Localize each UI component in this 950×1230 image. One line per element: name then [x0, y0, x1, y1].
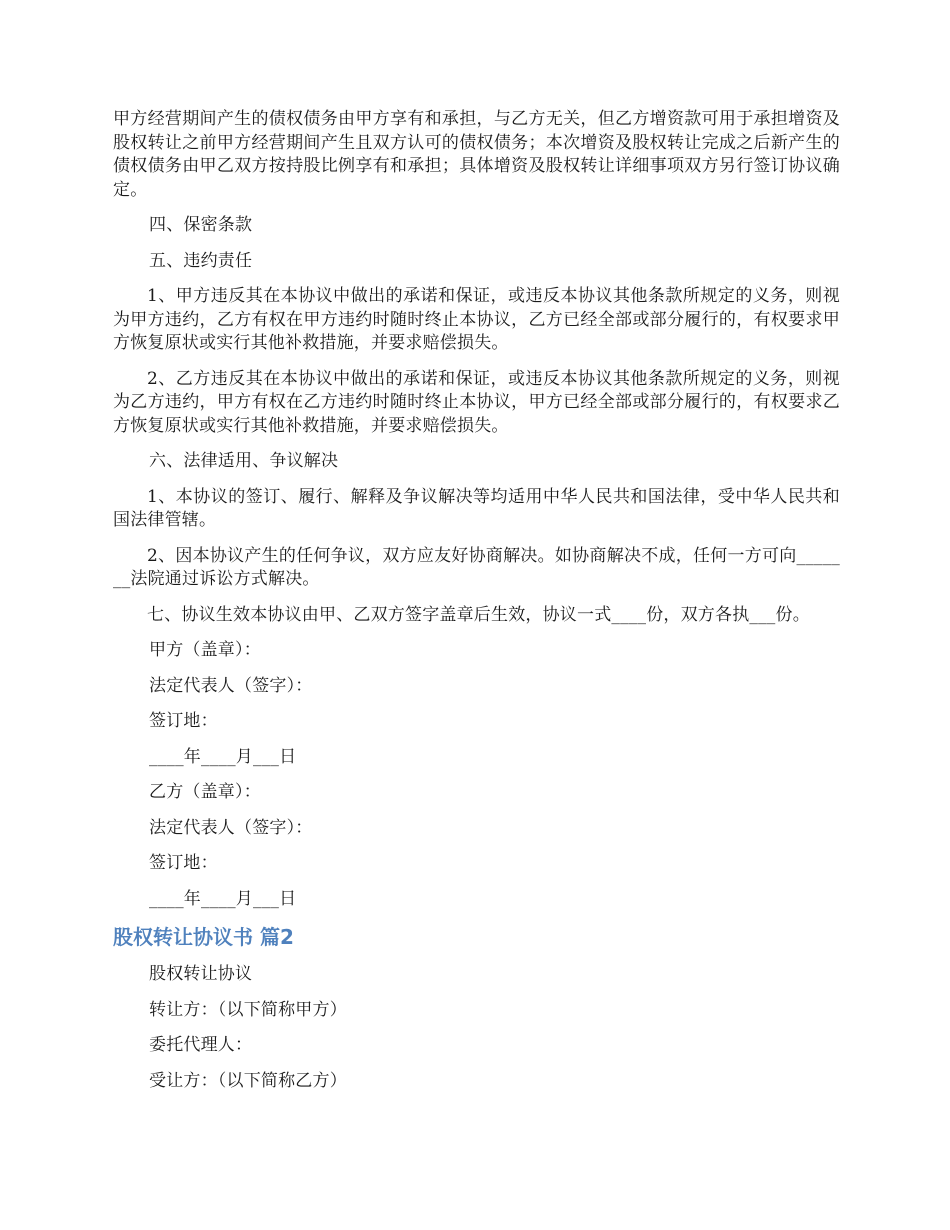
- party-a-date-line: ____年____月___日: [149, 746, 297, 767]
- party-b-representative-line: 法定代表人（签字）：: [149, 817, 313, 838]
- transferee-line: 受让方：（以下简称乙方）: [149, 1070, 347, 1091]
- party-b-signing-place-line: 签订地：: [149, 853, 218, 873]
- party-b-date-line: ____年____月___日: [149, 888, 297, 909]
- transferor-line: 转让方：（以下简称甲方）: [149, 999, 347, 1020]
- agent-line: 委托代理人：: [149, 1035, 253, 1055]
- paragraph-governing-law: 1、本协议的签订、履行、解释及争议解决等均适用中华人民共和国法律，受中华人民共和国法律管辖。: [113, 486, 840, 530]
- paragraph-debt-liability: 甲方经营期间产生的债权债务由甲方享有和承担，与乙方无关，但乙方增资款可用于承担增资及股权转让之前甲方经营期间产生且双方认可的债权债务；本次增资及股权转让完成之后新产生的债权债务由甲乙双方按持股比例享有和承担；具体增资及股权转让详细事项双方另行签订协议确定。: [113, 109, 840, 200]
- section-breach-liability: 五、违约责任: [149, 250, 253, 271]
- party-b-seal-line: 乙方（盖章）：: [149, 782, 261, 802]
- paragraph-party-b-breach: 2、乙方违反其在本协议中做出的承诺和保证，或违反本协议其他条款所规定的义务，则视为乙方违约，甲方有权在乙方违约时随时终止本协议，甲方已经全部或部分履行的，有权要求乙方恢复原状或实行其他补救措施，并要求赔偿损失。: [113, 368, 840, 436]
- party-a-representative-line: 法定代表人（签字）：: [149, 675, 313, 696]
- paragraph-party-a-breach: 1、甲方违反其在本协议中做出的承诺和保证，或违反本协议其他条款所规定的义务，则视为甲方违约，乙方有权在甲方违约时随时终止本协议，乙方已经全部或部分履行的，有权要求甲方恢复原状或实行其他补救措施，并要求赔偿损失。: [113, 286, 840, 353]
- section-heading: 股权转让协议书 篇2: [113, 925, 294, 949]
- paragraph-effectiveness: 七、协议生效本协议由甲、乙双方签字盖章后生效，协议一式____份，双方各执___份。: [147, 604, 810, 625]
- agreement-title-line: 股权转让协议: [149, 964, 253, 984]
- section-law-disputes: 六、法律适用、争议解决: [149, 451, 339, 471]
- party-a-seal-line: 甲方（盖章）：: [149, 640, 261, 660]
- document-body: [113, 108, 840, 1105]
- paragraph-dispute-resolution: 2、因本协议产生的任何争议，双方应友好协商解决。如协商解决不成，任何一方可向_______法院通过诉讼方式解决。: [113, 545, 840, 589]
- party-a-signing-place-line: 签订地：: [149, 711, 218, 731]
- section-confidentiality: 四、保密条款: [149, 215, 253, 235]
